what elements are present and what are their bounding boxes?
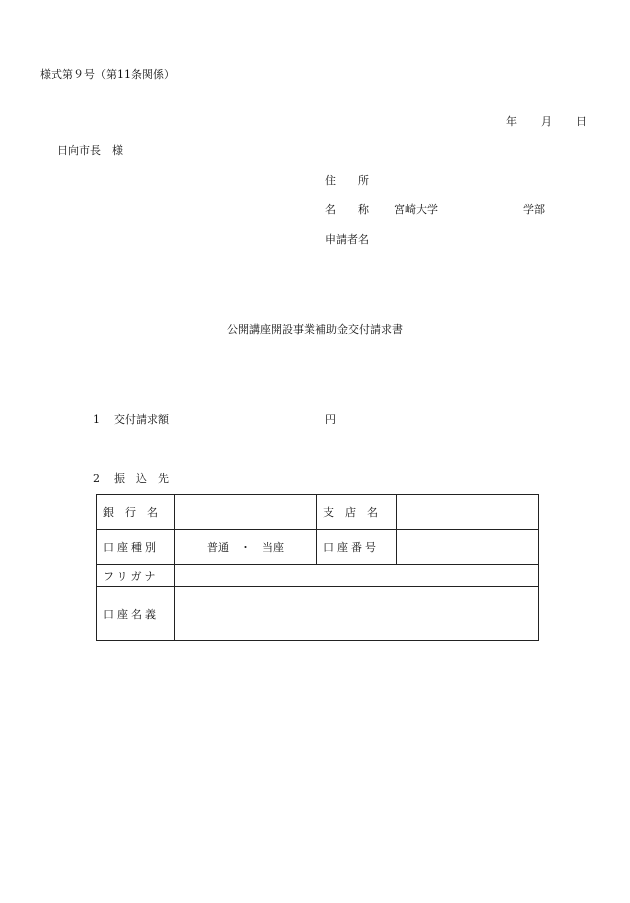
applicant-name-label: 申請者名 (325, 233, 369, 246)
item2-number: 2 (93, 472, 100, 485)
date-year-label: 年 (506, 115, 517, 128)
bank-transfer-table (96, 494, 539, 641)
document-title: 公開講座開設事業補助金交付請求書 (227, 323, 403, 336)
branch-name-field[interactable] (397, 495, 539, 530)
account-holder-field[interactable] (175, 587, 539, 641)
account-number-field[interactable] (397, 530, 539, 565)
form-number: 様式第９号（第11条関係） (40, 68, 175, 81)
item1-number: 1 (93, 413, 100, 426)
table-row (97, 565, 539, 587)
account-number-label: 口座番号 (317, 530, 397, 565)
account-holder-label: 口座名義 (97, 587, 175, 641)
name-label: 名 称 (325, 203, 369, 216)
furigana-label: フリガナ (97, 565, 175, 587)
table-row (97, 495, 539, 530)
table-row (97, 587, 539, 641)
item1-label: 交付請求額 (114, 413, 169, 426)
item2-label: 振 込 先 (114, 472, 169, 485)
faculty-label: 学部 (523, 203, 545, 216)
addressee: 日向市長 様 (57, 144, 123, 157)
address-label: 住 所 (325, 174, 369, 187)
date-month-label: 月 (541, 115, 552, 128)
bank-name-label: 銀 行 名 (97, 495, 175, 530)
furigana-field[interactable] (175, 565, 539, 587)
account-type-options[interactable]: 普通 ・ 当座 (175, 530, 317, 565)
date-day-label: 日 (576, 115, 587, 128)
table-row (97, 530, 539, 565)
item1-unit: 円 (325, 413, 336, 426)
date-line (0, 113, 630, 126)
bank-name-field[interactable] (175, 495, 317, 530)
account-type-label: 口座種別 (97, 530, 175, 565)
branch-name-label: 支 店 名 (317, 495, 397, 530)
university-name: 宮崎大学 (394, 203, 438, 216)
